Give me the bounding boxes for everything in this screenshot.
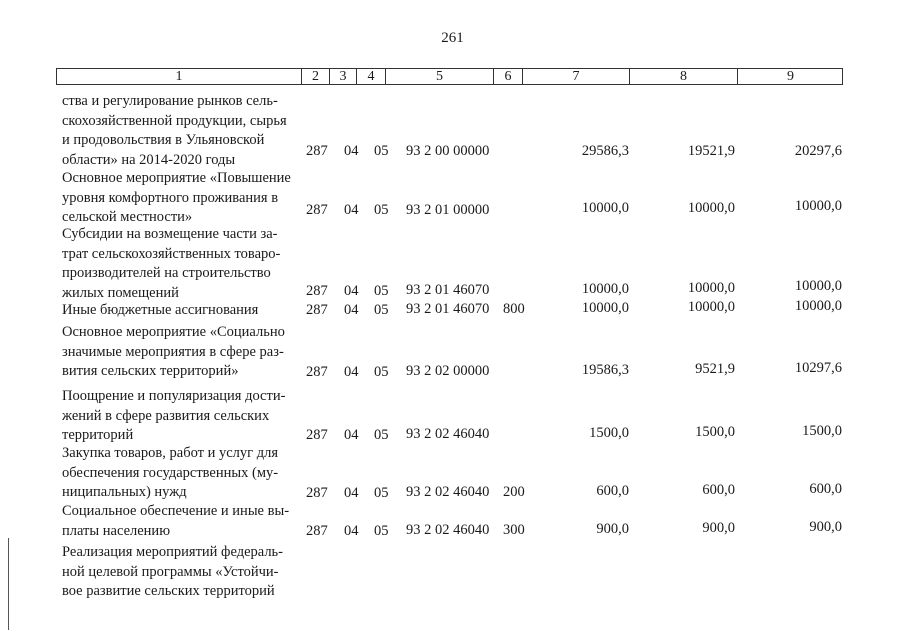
cell-section: 04 (344, 143, 359, 159)
cell-chapter: 287 (306, 427, 328, 443)
cell-chapter: 287 (306, 364, 328, 380)
row-text-line: сельской местности» (62, 209, 193, 225)
row-text-line: уровня комфортного проживания в (62, 189, 279, 206)
row-text-line: и продовольствия в Ульяновской (62, 132, 265, 148)
row-text-line: Основное мероприятие «Социально (62, 324, 285, 340)
row-text-line: Реализация мероприятий федераль- (62, 544, 283, 560)
cell-target-item: 93 2 01 46070 (406, 301, 490, 317)
header-col-2: 2 (301, 69, 329, 84)
cell-amount-3: 10000,0 (794, 298, 842, 314)
row-description (62, 502, 302, 541)
cell-section: 04 (344, 302, 359, 318)
table-header (56, 68, 843, 85)
row-text-line: Закупка товаров, работ и услуг для (62, 445, 279, 461)
header-col-8: 8 (629, 69, 737, 84)
cell-chapter: 287 (306, 143, 328, 159)
cell-amount-2: 10000,0 (687, 280, 735, 296)
cell-chapter: 287 (306, 202, 328, 218)
cell-expense-type: 800 (503, 301, 525, 317)
row-text-line: обеспечения государственных (му- (62, 464, 279, 481)
cell-target-item: 93 2 02 00000 (406, 363, 490, 379)
cell-subsection: 05 (374, 302, 389, 318)
row-description (62, 387, 302, 446)
cell-chapter: 287 (306, 485, 328, 501)
cell-amount-3: 900,0 (809, 519, 842, 535)
cell-amount-1: 10000,0 (581, 300, 629, 316)
cell-amount-1: 19586,3 (581, 362, 629, 378)
cell-amount-2: 19521,9 (687, 143, 735, 159)
cell-subsection: 05 (374, 427, 389, 443)
row-text-line: ной целевой программы «Устойчи- (62, 563, 279, 580)
row-text-line: Социальное обеспечение и иные вы- (62, 503, 290, 519)
row-description (62, 225, 302, 303)
row-text-line: ства и регулирование рынков сель- (62, 93, 278, 109)
row-text-line: платы населению (62, 522, 171, 539)
cell-amount-2: 10000,0 (687, 299, 735, 315)
row-description (62, 92, 302, 170)
row-description (62, 301, 302, 321)
cell-subsection: 05 (374, 485, 389, 501)
cell-amount-3: 20297,6 (794, 143, 842, 159)
row-text-line: территорий (62, 427, 134, 443)
cell-amount-1: 1500,0 (589, 425, 629, 441)
cell-subsection: 05 (374, 143, 389, 159)
row-text-line: жилых помещений (62, 284, 179, 301)
cell-section: 04 (344, 202, 359, 218)
cell-target-item: 93 2 00 00000 (406, 143, 490, 159)
header-col-9: 9 (737, 69, 843, 84)
cell-target-item: 93 2 01 46070 (406, 282, 490, 298)
row-text-line: ниципальных) нужд (62, 484, 187, 500)
header-col-3: 3 (329, 69, 356, 84)
row-text-line: Поощрение и популяризация дости- (62, 388, 286, 404)
cell-section: 04 (344, 364, 359, 380)
cell-subsection: 05 (374, 523, 389, 539)
cell-amount-3: 10297,6 (794, 360, 842, 376)
cell-amount-3: 600,0 (809, 481, 842, 497)
cell-chapter: 287 (306, 283, 328, 299)
cell-amount-1: 10000,0 (581, 200, 629, 216)
cell-subsection: 05 (374, 364, 389, 380)
row-text-line: производителей на строительство (62, 265, 271, 281)
cell-amount-1: 900,0 (596, 521, 629, 537)
cell-subsection: 05 (374, 202, 389, 218)
row-description (62, 543, 302, 602)
cell-section: 04 (344, 427, 359, 443)
cell-amount-2: 1500,0 (695, 424, 735, 440)
row-description (62, 444, 302, 503)
cell-expense-type: 200 (503, 484, 525, 500)
cell-chapter: 287 (306, 302, 328, 318)
row-text-line: Иные бюджетные ассигнования (62, 302, 259, 318)
cell-amount-2: 10000,0 (687, 200, 735, 216)
header-col-4: 4 (356, 69, 385, 84)
row-text-line: вития сельских территорий» (62, 363, 239, 379)
cell-subsection: 05 (374, 283, 389, 299)
cell-target-item: 93 2 01 00000 (406, 202, 490, 218)
cell-section: 04 (344, 485, 359, 501)
cell-target-item: 93 2 02 46040 (406, 484, 490, 500)
row-text-line: Основное мероприятие «Повышение (62, 170, 291, 186)
cell-amount-3: 1500,0 (802, 423, 842, 439)
cell-chapter: 287 (306, 523, 328, 539)
row-description (62, 323, 302, 382)
cell-amount-1: 600,0 (596, 483, 629, 499)
scan-margin-line (8, 538, 9, 630)
row-description (62, 169, 302, 228)
cell-amount-3: 10000,0 (794, 278, 842, 294)
header-col-5: 5 (385, 69, 493, 84)
row-text-line: жений в сфере развития сельских (62, 407, 270, 424)
cell-amount-3: 10000,0 (794, 198, 842, 214)
row-text-line: вое развитие сельских территорий (62, 583, 275, 599)
row-text-line: трат сельскохозяйственных товаро- (62, 245, 281, 262)
cell-amount-2: 900,0 (702, 520, 735, 536)
row-text-line: значимые мероприятия в сфере раз- (62, 343, 284, 360)
cell-expense-type: 300 (503, 522, 525, 538)
header-col-1: 1 (175, 69, 183, 84)
header-col-6: 6 (493, 69, 522, 84)
cell-target-item: 93 2 02 46040 (406, 522, 490, 538)
cell-amount-1: 10000,0 (581, 281, 629, 297)
cell-amount-1: 29586,3 (581, 143, 629, 159)
cell-amount-2: 9521,9 (695, 361, 735, 377)
row-text-line: Субсидии на возмещение части за- (62, 226, 278, 242)
cell-section: 04 (344, 523, 359, 539)
header-col-7: 7 (522, 69, 629, 84)
row-text-line: области» на 2014-2020 годы (62, 151, 236, 168)
page-number: 261 (441, 30, 464, 46)
cell-target-item: 93 2 02 46040 (406, 426, 490, 442)
cell-section: 04 (344, 283, 359, 299)
row-text-line: скохозяйственной продукции, сырья (62, 112, 287, 129)
cell-amount-2: 600,0 (702, 482, 735, 498)
